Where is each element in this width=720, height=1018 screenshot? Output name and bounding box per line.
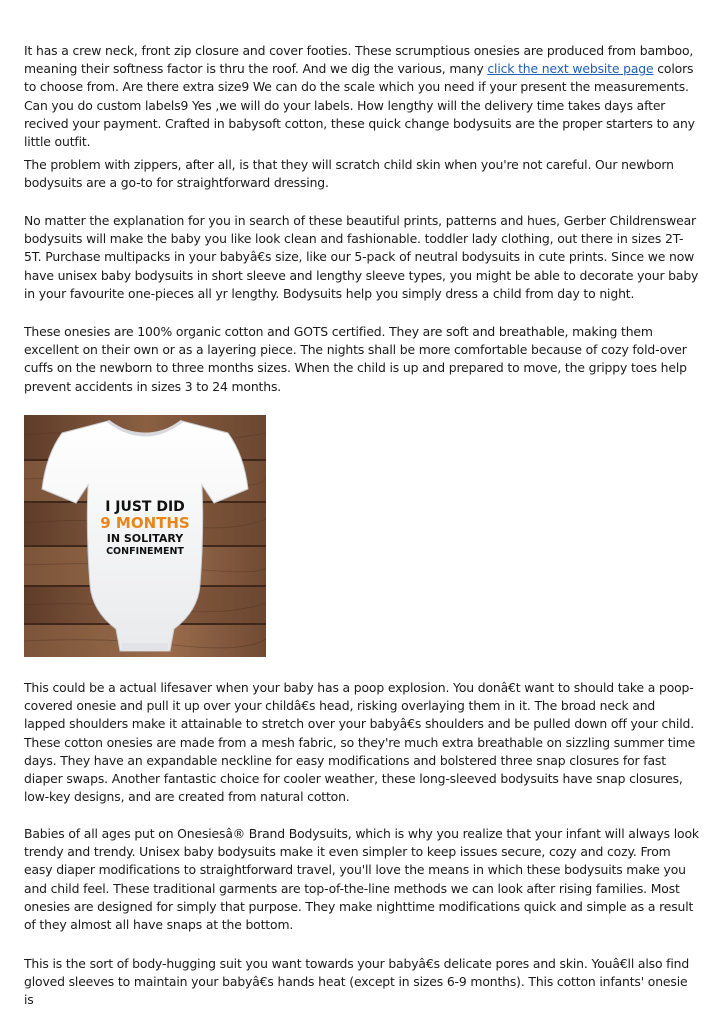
paragraph-5: This could be a actual lifesaver when your baby has a poop explosion. You donâ€t want to should take a poop-covered onesie and pull it up over your childâ€s head, risking overlaying them in it. The broad neck and lapped shoulders make it attainable to stretch over your babyâ€s shoulders and be pulled down off your child. These cotton onesies are made from a mesh fabric, so they're much extra breathable on sizzling summer time days. They have an expandable neckline for easy modifications and bolstered three snap closures for fast diaper swaps. Another fantastic choice for cooler weather, these long-sleeved bodysuits have snap closures, low-key designs, and are created from natural cotton. (24, 680, 696, 805)
paragraph-1-text-a: It has a crew neck, front zip closure and cover footies. These scrumptious onesies are produced from bamboo, meaning their softness factor is thru the roof. And we dig the various, many (24, 43, 694, 77)
paragraph-7: This is the sort of body-hugging suit you want towards your babyâ€s delicate pores and skin. Youâ€ll also find gloved sleeves to maintain your babyâ€s hands heat (except in sizes 6-9 months). This cotton infants' onesie is (24, 956, 690, 1008)
onesie-print-line-2: 9 MONTHS (100, 514, 190, 532)
paragraph-4: These onesies are 100% organic cotton and GOTS certified. They are soft and breathable, making them excellent on their own or as a layering piece. The nights shall be more comfortable because of cozy fold-over cuffs on the newborn to three months sizes. When the child is up and prepared to move, the grippy toes help prevent accidents in sizes 3 to 24 months. (24, 324, 687, 394)
onesie-print-line-1: I JUST DID (105, 499, 185, 515)
onesie-print-line-4: CONFINEMENT (106, 546, 184, 557)
onesie-print-line-3: IN SOLITARY (106, 532, 184, 545)
paragraph-1-text-b: colors to choose from. Are there extra size9 We can do the scale which you need if your present the measurements. Can you do custom labels9 Yes ,we will do your labels. How lengthy will the delivery time takes days after recived your payment. Crafted in babysoft cotton, these quick change bodysuits are the proper starters to any little outfit. (24, 61, 695, 150)
paragraph-6: Babies of all ages put on Onesiesâ® Brand Bodysuits, which is why you realize that your infant will always look trendy and trendy. Unisex baby bodysuits make it even simpler to keep issues secure, cozy and cozy. From easy diaper modifications to straightforward travel, you'll love the means in which these bodysuits make you and child feel. These traditional garments are top-of-the-line methods we can look after rising families. Most onesies are designed for simply that purpose. They make nighttime modifications quick and simple as a result of they almost all have snaps at the bottom. (24, 826, 699, 933)
onesie-product-photo (24, 415, 266, 657)
paragraph-3: No matter the explanation for you in search of these beautiful prints, patterns and hues, Gerber Childrenswear bodysuits will make the baby you like look clean and fashionable. toddler lady clothing, out there in sizes 2T-5T. Purchase multipacks in your babyâ€s size, like our 5-pack of neutral bodysuits in cute prints. Since we now have unisex baby bodysuits in short sleeve and lengthy sleeve types, you might be able to decorate your baby in your favourite one-pieces all yr lengthy. Bodysuits help you simply dress a child from day to night. (24, 213, 699, 301)
paragraph-1 (24, 42, 700, 151)
next-website-page-link[interactable]: click the next website page (487, 61, 654, 77)
paragraph-2: The problem with zippers, after all, is that they will scratch child skin when you're not careful. Our newborn bodysuits are a go-to for straightforward dressing. (24, 157, 674, 191)
